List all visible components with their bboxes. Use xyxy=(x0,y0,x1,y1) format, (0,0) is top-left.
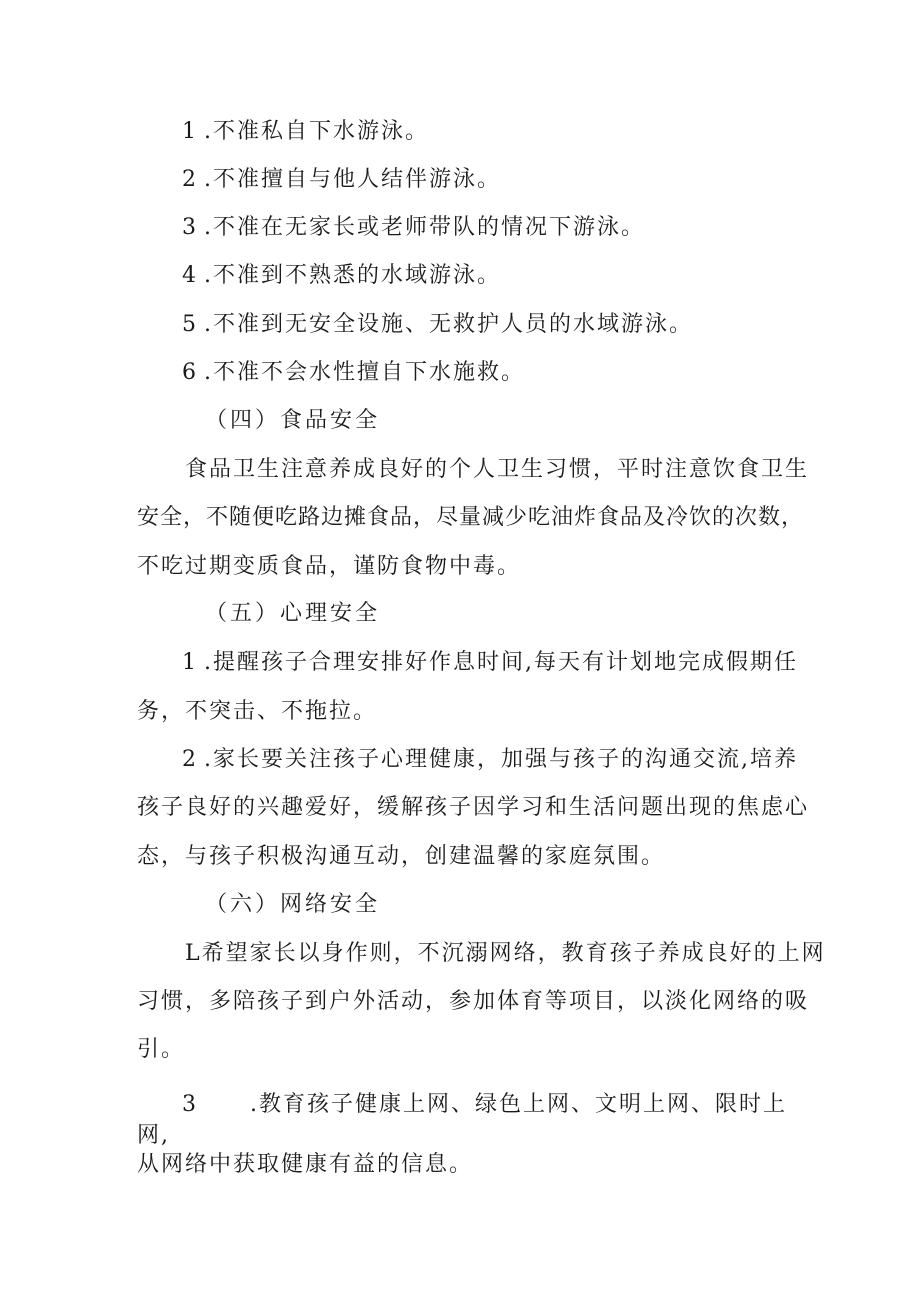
mental-item-1-text: .提醒孩子合理安排好作息时间,每天有计划地完成假期任 xyxy=(204,650,798,675)
swim-rule-6 xyxy=(182,358,525,388)
network-item-1-line-3: 引。 xyxy=(137,1037,186,1062)
network-item-3-text: .教育孩子健康上网、绿色上网、文明上网、限时上 xyxy=(250,1092,787,1117)
network-safety-heading: （六）网络安全 xyxy=(205,892,381,917)
swim-rule-3-text: .不准在无家长或老师带队的情况下游泳。 xyxy=(204,215,645,240)
swim-rule-4-text: .不准到不熟悉的水域游泳。 xyxy=(204,263,501,288)
network-item-3-number: 3 xyxy=(182,1092,198,1117)
swim-rule-6-text: .不准不会水性擅自下水施救。 xyxy=(204,360,525,385)
swim-rule-3 xyxy=(182,213,645,243)
swim-rule-2-number: 2 xyxy=(182,167,198,192)
swim-rule-1-text: .不准私自下水游泳。 xyxy=(204,119,429,144)
mental-item-1-line-1 xyxy=(182,648,798,678)
network-item-1-line-1: L希望家长以身作则，不沉溺网络，教育孩子养成良好的上网 xyxy=(185,941,826,966)
swim-rule-1 xyxy=(182,117,429,147)
swim-rule-3-number: 3 xyxy=(182,215,198,240)
mental-item-2-number: 2 xyxy=(182,747,198,772)
network-item-3-line-2: 网, xyxy=(137,1123,170,1148)
mental-item-2-line-2: 孩子良好的兴趣爱好，缓解孩子因学习和生活问题出现的焦虑心 xyxy=(137,795,810,820)
mental-item-1-line-2: 务，不突击、不拖拉。 xyxy=(137,699,378,724)
food-safety-line-2: 安全，不随便吃路边摊食品，尽量减少吃油炸食品及冷饮的次数， xyxy=(137,505,805,530)
food-safety-line-3: 不吃过期变质食品，谨防食物中毒。 xyxy=(137,554,522,579)
food-safety-heading: （四）食品安全 xyxy=(205,408,381,433)
swim-rule-2 xyxy=(182,165,501,195)
mental-item-2-text: .家长要关注孩子心理健康，加强与孩子的沟通交流,培养 xyxy=(204,747,798,772)
swim-rule-4 xyxy=(182,261,501,291)
swim-rule-1-number: 1 xyxy=(182,119,198,144)
mental-item-1-number: 1 xyxy=(182,650,198,675)
swim-rule-6-number: 6 xyxy=(182,360,198,385)
network-item-3-line-1 xyxy=(182,1090,787,1120)
swim-rule-5-number: 5 xyxy=(182,312,198,337)
mental-item-2-line-3: 态，与孩子积极沟通互动，创建温馨的家庭氛围。 xyxy=(137,844,666,869)
mental-safety-heading: （五）心理安全 xyxy=(205,601,381,626)
swim-rule-5 xyxy=(182,310,693,340)
swim-rule-2-text: .不准擅自与他人结伴游泳。 xyxy=(204,167,501,192)
mental-item-2-line-1 xyxy=(182,745,798,775)
network-item-3-line-3: 从网络中获取健康有益的信息。 xyxy=(137,1152,474,1177)
swim-rule-4-number: 4 xyxy=(182,263,198,288)
network-item-1-line-2: 习惯，多陪孩子到户外活动，参加体育等项目，以淡化网络的吸 xyxy=(137,989,810,1014)
swim-rule-5-text: .不准到无安全设施、无救护人员的水域游泳。 xyxy=(204,312,693,337)
food-safety-line-1: 食品卫生注意养成良好的个人卫生习惯，平时注意饮食卫生 xyxy=(185,457,810,482)
